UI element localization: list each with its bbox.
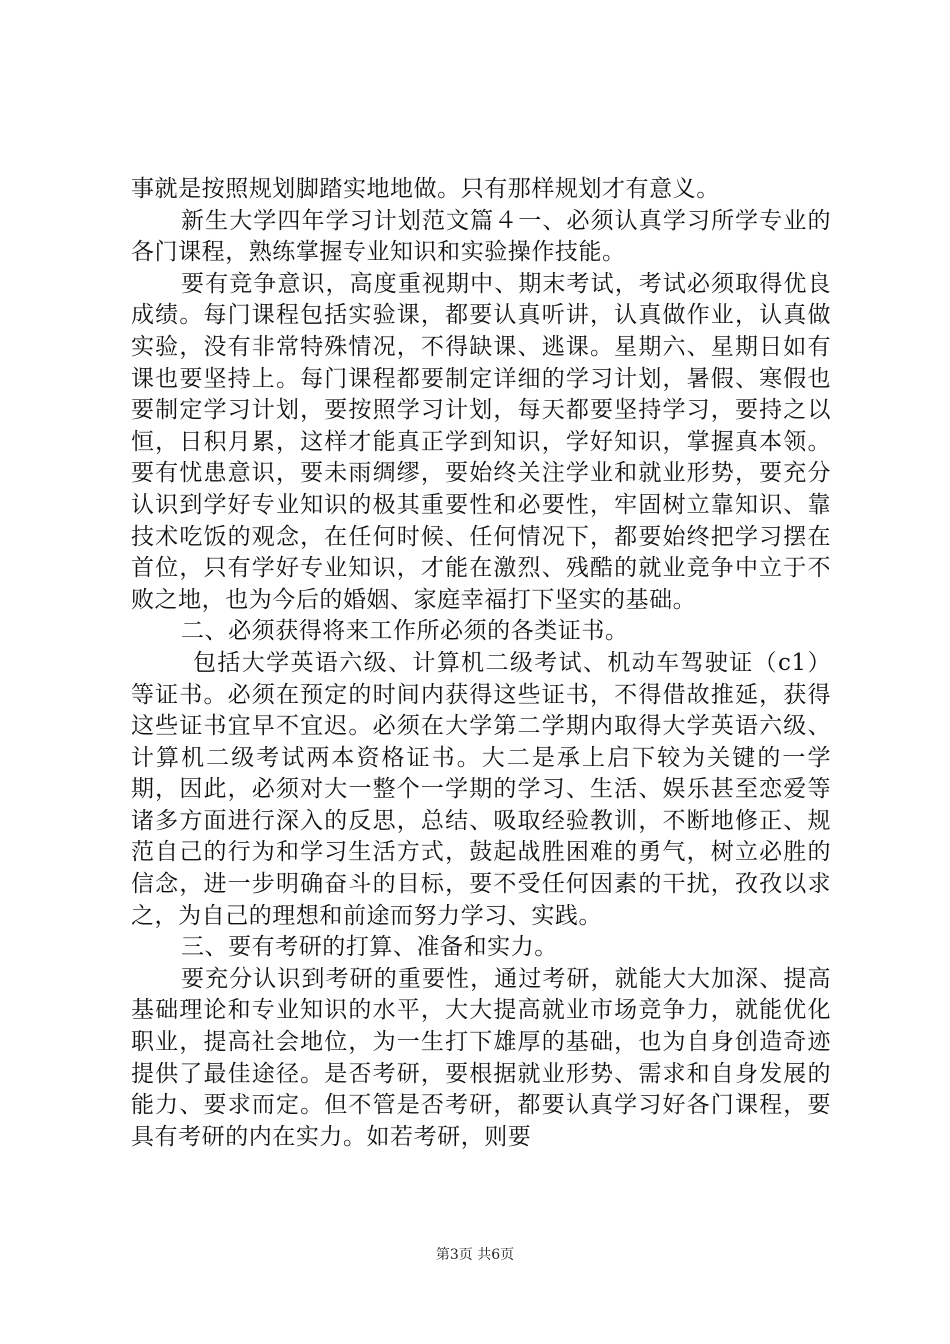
paragraph-section-one: 新生大学四年学习计划范文篇４一、必须认真学习所学专业的各门课程，熟练掌握专业知识和实验操作技能。 xyxy=(131,207,831,266)
paragraph-competition: 要有竞争意识，高度重视期中、期末考试，考试必须取得优良成绩。每门课程包括实验课，都要认真听讲，认真做作业，认真做实验，没有非常特殊情况，不得缺课、逃课。星期六、星期日如有课也要坚持上。每门课程都要制定详细的学习计划，暑假、寒假也要制定学习计划，要按照学习计划，每天都要坚持学习，要持之以恒，日积月累，这样才能真正学到知识，学好知识，掌握真本领。要有忧患意识，要未雨绸缪，要始终关注学业和就业形势，要充分认识到学好专业知识的极其重要性和必要性，牢固树立靠知识、靠技术吃饭的观念，在任何时候、任何情况下，都要始终把学习摆在首位，只有学好专业知识，才能在激烈、残酷的就业竞争中立于不败之地，也为今后的婚姻、家庭幸福打下坚实的基础。 xyxy=(131,270,831,613)
document-body xyxy=(131,174,831,1153)
paragraph-postgraduate: 要充分认识到考研的重要性，通过考研，就能大大加深、提高基础理论和专业知识的水平，大大提高就业市场竞争力，就能优化职业，提高社会地位，为一生打下雄厚的基础，也为自身创造奇迹提供了最佳途径。是否考研，要根据就业形势、需求和自身发展的能力、要求而定。但不管是否考研，都要认真学习好各门课程，要具有考研的内在实力。如若考研，则要 xyxy=(131,965,831,1150)
heading-certificates: 二、必须获得将来工作所必须的各类证书。 xyxy=(181,618,629,645)
page-number-footer: 第3页 共6页 xyxy=(435,1247,515,1263)
heading-postgraduate: 三、要有考研的打算、准备和实力。 xyxy=(181,934,558,961)
paragraph-certificates: 包括大学英语六级、计算机二级考试、机动车驾驶证（c1）等证书。必须在预定的时间内获得这些证书，不得借故推延，获得这些证书宜早不宜迟。必须在大学第二学期内取得大学英语六级、计算机二级考试两本资格证书。大二是承上启下较为关键的一学期，因此，必须对大一整个一学期的学习、生活、娱乐甚至恋爱等诸多方面进行深入的反思，总结、吸取经验教训，不断地修正、规范自己的行为和学习生活方式，鼓起战胜困难的勇气，树立必胜的信念，进一步明确奋斗的目标，要不受任何因素的干扰，孜孜以求之，为自己的理想和前途而努力学习、实践。 xyxy=(131,649,831,929)
paragraph-continuation: 事就是按照规划脚踏实地地做。只有那样规划才有意义。 xyxy=(131,176,720,202)
